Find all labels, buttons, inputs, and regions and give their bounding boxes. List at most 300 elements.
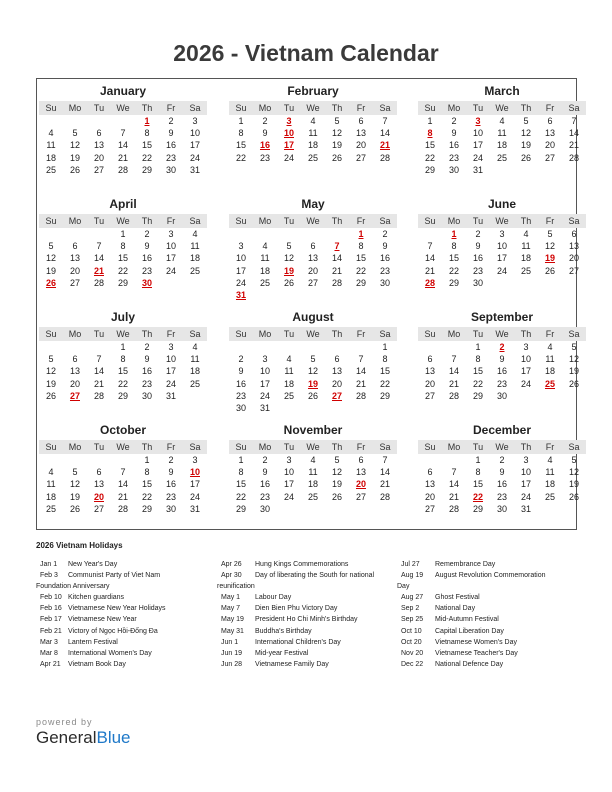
day-cell: 18 bbox=[189, 366, 200, 377]
day-cell bbox=[538, 390, 562, 402]
day-cell bbox=[562, 503, 586, 515]
day-cell: 7 bbox=[382, 116, 388, 126]
day-cell: 23 bbox=[165, 152, 176, 163]
weekday-label: Fr bbox=[356, 103, 366, 113]
weekday-label: Mo bbox=[447, 216, 461, 226]
day-cell: 10 bbox=[283, 467, 294, 478]
weekday-label: Th bbox=[141, 442, 153, 452]
day-cell: 27 bbox=[424, 390, 435, 401]
day-cell: 18 bbox=[307, 140, 318, 151]
weekday-label: We bbox=[116, 216, 130, 226]
day-cell: 23 bbox=[259, 152, 270, 163]
day-cell: 30 bbox=[165, 503, 176, 514]
holiday-item bbox=[401, 626, 575, 637]
day-cell: 30 bbox=[141, 390, 152, 401]
day-cell: 7 bbox=[451, 354, 457, 365]
day-cell: 14 bbox=[448, 479, 459, 490]
day-cell: 12 bbox=[45, 253, 56, 264]
day-cell: 2 bbox=[238, 354, 244, 365]
month-june bbox=[418, 196, 586, 289]
weekday-label: Fr bbox=[166, 442, 176, 452]
day-cell bbox=[301, 341, 325, 353]
holiday-name: Communist Party of Viet Nam bbox=[68, 572, 161, 580]
holiday-item bbox=[401, 648, 575, 659]
week-row bbox=[229, 252, 397, 264]
holiday-item bbox=[221, 637, 395, 648]
day-cell: 28 bbox=[379, 152, 390, 163]
day-cell bbox=[39, 341, 63, 353]
month-july bbox=[39, 309, 207, 402]
day-cell: 22 bbox=[424, 152, 435, 163]
week-row bbox=[39, 164, 207, 176]
weekday-label: Tu bbox=[283, 442, 295, 452]
day-cell: 6 bbox=[72, 354, 78, 365]
week-row bbox=[39, 265, 207, 277]
page-title: 2026 - Vietnam Calendar bbox=[173, 40, 439, 66]
weekday-label: We bbox=[306, 329, 320, 339]
day-cell: 6 bbox=[96, 128, 102, 139]
weekday-label: Tu bbox=[472, 103, 484, 113]
holiday-name: Kitchen guardians bbox=[68, 594, 125, 602]
day-cell: 21 bbox=[424, 265, 435, 276]
day-cell bbox=[562, 277, 586, 289]
day-cell: 17 bbox=[189, 140, 200, 151]
day-cell: 8 bbox=[120, 241, 126, 252]
day-cell: 27 bbox=[331, 390, 342, 401]
day-cell: 16 bbox=[141, 366, 152, 377]
week-row bbox=[229, 152, 397, 164]
holiday-name: Vietnam Book Day bbox=[68, 660, 126, 668]
day-cell: 15 bbox=[141, 479, 152, 490]
week-row bbox=[229, 289, 397, 301]
holiday-item bbox=[221, 603, 395, 614]
day-cell: 11 bbox=[284, 366, 294, 377]
week-row bbox=[229, 378, 397, 390]
day-cell: 5 bbox=[571, 455, 577, 465]
day-cell bbox=[253, 341, 277, 353]
week-row bbox=[418, 390, 586, 402]
holiday-date: Dec 22 bbox=[401, 660, 424, 668]
day-cell bbox=[301, 503, 325, 515]
day-cell: 24 bbox=[189, 152, 200, 163]
holiday-item bbox=[401, 603, 575, 614]
day-cell: 14 bbox=[379, 128, 390, 139]
holiday-column bbox=[217, 559, 395, 670]
day-cell: 1 bbox=[451, 229, 457, 239]
day-cell: 10 bbox=[165, 241, 176, 252]
powered-by-text: powered by bbox=[36, 717, 93, 727]
day-cell: 1 bbox=[427, 116, 433, 126]
day-cell: 3 bbox=[262, 354, 268, 365]
day-cell: 23 bbox=[379, 265, 390, 276]
holiday-item bbox=[40, 659, 214, 670]
weekday-label: Tu bbox=[472, 329, 484, 339]
day-cell: 26 bbox=[568, 378, 579, 389]
weekday-label: Sa bbox=[379, 442, 391, 452]
weekday-label: Tu bbox=[283, 329, 295, 339]
day-cell: 13 bbox=[355, 467, 366, 478]
weekday-label: Su bbox=[424, 329, 436, 339]
day-cell: 21 bbox=[568, 140, 579, 151]
day-cell: 5 bbox=[48, 241, 54, 252]
brand-general: General bbox=[36, 728, 97, 747]
weekday-header bbox=[39, 214, 207, 228]
week-row bbox=[418, 466, 586, 478]
holiday-date: Aug 19 bbox=[401, 572, 424, 580]
holiday-name: Day bbox=[397, 583, 410, 591]
day-cell: 11 bbox=[190, 241, 200, 252]
day-cell: 7 bbox=[96, 241, 102, 252]
holiday-name: Dien Bien Phu Victory Day bbox=[255, 605, 338, 613]
day-cell: 21 bbox=[448, 378, 459, 389]
day-cell: 19 bbox=[307, 378, 318, 389]
day-cell: 8 bbox=[451, 241, 457, 252]
month-name: January bbox=[99, 84, 147, 98]
holiday-date: Jun 19 bbox=[221, 649, 243, 657]
day-cell: 6 bbox=[358, 116, 364, 126]
weekday-header bbox=[39, 101, 207, 115]
month-august bbox=[229, 309, 397, 414]
holiday-item bbox=[40, 592, 214, 603]
day-cell: 14 bbox=[331, 253, 342, 264]
day-cell: 8 bbox=[238, 128, 244, 139]
day-cell: 16 bbox=[448, 140, 459, 151]
day-cell: 8 bbox=[427, 128, 433, 139]
day-cell: 27 bbox=[69, 390, 80, 401]
weekday-label: Su bbox=[424, 103, 436, 113]
day-cell: 11 bbox=[308, 128, 318, 139]
holiday-name: Day of liberating the South for national bbox=[255, 572, 375, 580]
day-cell: 11 bbox=[190, 354, 200, 365]
day-cell: 26 bbox=[307, 390, 318, 401]
day-cell: 6 bbox=[334, 354, 340, 365]
day-cell: 11 bbox=[521, 241, 531, 252]
day-cell: 13 bbox=[93, 479, 104, 490]
week-row bbox=[418, 491, 586, 503]
weekday-label: Sa bbox=[379, 103, 391, 113]
day-cell: 17 bbox=[165, 253, 176, 264]
day-cell: 18 bbox=[45, 152, 56, 163]
month-name: July bbox=[110, 310, 135, 324]
day-cell: 29 bbox=[472, 390, 483, 401]
day-cell: 27 bbox=[307, 277, 318, 288]
week-row bbox=[229, 115, 397, 127]
weekday-label: Su bbox=[45, 103, 57, 113]
holiday-date: Jun 28 bbox=[221, 660, 243, 668]
day-cell: 8 bbox=[382, 354, 388, 365]
weekday-label: Mo bbox=[258, 442, 272, 452]
day-cell: 19 bbox=[544, 253, 555, 264]
day-cell: 29 bbox=[141, 164, 152, 175]
holiday-name: Vietnamese New Year bbox=[68, 616, 137, 624]
holiday-date: Jan 1 bbox=[40, 561, 58, 568]
day-cell: 22 bbox=[355, 265, 366, 276]
day-cell bbox=[562, 164, 586, 176]
day-cell bbox=[373, 503, 397, 515]
weekday-label: Su bbox=[424, 216, 436, 226]
holiday-item bbox=[401, 559, 575, 570]
day-cell: 7 bbox=[451, 467, 457, 478]
weekday-label: Th bbox=[141, 103, 153, 113]
day-cell: 12 bbox=[520, 128, 531, 139]
weekday-header bbox=[229, 101, 397, 115]
day-cell: 10 bbox=[235, 253, 246, 264]
holiday-column bbox=[397, 559, 575, 670]
day-cell: 28 bbox=[568, 152, 579, 163]
day-cell bbox=[418, 341, 442, 353]
week-row bbox=[39, 454, 207, 466]
weekday-label: Mo bbox=[447, 442, 461, 452]
day-cell: 21 bbox=[117, 491, 128, 502]
holiday-item bbox=[401, 614, 575, 625]
holiday-date: Sep 2 bbox=[401, 605, 420, 613]
day-cell bbox=[87, 228, 111, 240]
day-cell: 21 bbox=[93, 378, 104, 389]
holiday-item bbox=[36, 581, 214, 592]
day-cell bbox=[301, 402, 325, 414]
month-december bbox=[418, 422, 586, 515]
week-row bbox=[418, 152, 586, 164]
day-cell: 25 bbox=[283, 390, 294, 401]
month-may bbox=[229, 196, 397, 301]
day-cell: 28 bbox=[448, 503, 459, 514]
day-cell: 6 bbox=[358, 455, 364, 465]
weekday-label: Fr bbox=[166, 103, 176, 113]
day-cell: 2 bbox=[262, 455, 268, 465]
day-cell bbox=[418, 454, 442, 466]
day-cell bbox=[39, 454, 63, 466]
day-cell: 23 bbox=[141, 378, 152, 389]
day-cell: 28 bbox=[117, 503, 128, 514]
day-cell: 29 bbox=[472, 503, 483, 514]
holiday-name: Mid-year Festival bbox=[255, 649, 309, 657]
day-cell: 27 bbox=[355, 491, 366, 502]
day-cell: 18 bbox=[189, 253, 200, 264]
holiday-name: Vietnamese Family Day bbox=[255, 660, 329, 668]
day-cell: 25 bbox=[189, 265, 200, 276]
day-cell: 21 bbox=[379, 140, 390, 151]
day-cell: 31 bbox=[189, 164, 200, 175]
weekday-label: Fr bbox=[545, 329, 555, 339]
day-cell bbox=[87, 115, 111, 127]
day-cell: 5 bbox=[523, 116, 529, 126]
day-cell bbox=[63, 228, 87, 240]
day-cell: 31 bbox=[165, 390, 176, 401]
day-cell bbox=[39, 228, 63, 240]
weekday-header bbox=[39, 440, 207, 454]
day-cell: 28 bbox=[93, 277, 104, 288]
weekday-label: Fr bbox=[356, 216, 366, 226]
day-cell: 13 bbox=[424, 366, 435, 377]
day-cell bbox=[514, 390, 538, 402]
day-cell: 2 bbox=[475, 229, 481, 239]
day-cell: 28 bbox=[448, 390, 459, 401]
weekday-label: We bbox=[306, 442, 320, 452]
holiday-item bbox=[40, 559, 214, 570]
day-cell: 13 bbox=[424, 479, 435, 490]
day-cell bbox=[562, 390, 586, 402]
weekday-label: Su bbox=[235, 329, 247, 339]
day-cell: 19 bbox=[69, 491, 80, 502]
day-cell: 25 bbox=[45, 164, 56, 175]
holiday-date: Apr 21 bbox=[40, 660, 61, 668]
day-cell bbox=[349, 289, 373, 301]
day-cell: 10 bbox=[259, 366, 270, 377]
day-cell: 26 bbox=[69, 164, 80, 175]
holiday-name: Foundation Anniversary bbox=[36, 583, 110, 591]
day-cell: 1 bbox=[120, 229, 126, 239]
day-cell: 9 bbox=[475, 241, 481, 252]
day-cell: 4 bbox=[192, 229, 198, 239]
day-cell: 14 bbox=[355, 366, 366, 377]
day-cell: 3 bbox=[286, 116, 292, 126]
holiday-name: International Children's Day bbox=[255, 638, 341, 646]
day-cell: 21 bbox=[331, 265, 342, 276]
day-cell: 6 bbox=[72, 241, 78, 252]
day-cell: 4 bbox=[310, 116, 316, 126]
day-cell: 20 bbox=[568, 253, 579, 264]
day-cell: 20 bbox=[69, 265, 80, 276]
week-row bbox=[39, 503, 207, 515]
holiday-name: August Revolution Commemoration bbox=[435, 572, 546, 580]
day-cell: 23 bbox=[259, 491, 270, 502]
day-cell: 1 bbox=[144, 455, 150, 465]
day-cell: 17 bbox=[283, 140, 294, 151]
day-cell: 29 bbox=[448, 277, 459, 288]
day-cell: 13 bbox=[568, 241, 579, 252]
day-cell: 7 bbox=[120, 467, 126, 478]
day-cell: 19 bbox=[568, 366, 579, 377]
day-cell: 24 bbox=[520, 491, 531, 502]
week-row bbox=[39, 378, 207, 390]
holiday-item bbox=[40, 614, 214, 625]
week-row bbox=[229, 454, 397, 466]
day-cell: 14 bbox=[424, 253, 435, 264]
day-cell: 22 bbox=[235, 152, 246, 163]
holiday-date: May 1 bbox=[221, 594, 241, 602]
day-cell: 24 bbox=[283, 152, 294, 163]
day-cell: 9 bbox=[238, 366, 244, 377]
day-cell: 28 bbox=[331, 277, 342, 288]
day-cell: 7 bbox=[96, 354, 102, 365]
day-cell: 30 bbox=[235, 402, 246, 413]
holiday-name: Labour Day bbox=[255, 594, 292, 602]
day-cell: 24 bbox=[283, 491, 294, 502]
day-cell bbox=[277, 341, 301, 353]
day-cell: 9 bbox=[499, 467, 505, 478]
day-cell: 29 bbox=[379, 390, 390, 401]
weekday-label: Fr bbox=[545, 442, 555, 452]
month-name: June bbox=[487, 197, 516, 211]
weekday-label: Th bbox=[141, 216, 153, 226]
day-cell: 19 bbox=[45, 265, 56, 276]
week-row bbox=[39, 228, 207, 240]
day-cell: 19 bbox=[331, 140, 342, 151]
weekday-label: Th bbox=[141, 329, 153, 339]
holiday-name: Lantern Festival bbox=[68, 638, 118, 646]
day-cell: 16 bbox=[235, 378, 246, 389]
weekday-label: Tu bbox=[472, 442, 484, 452]
holiday-name: Vietnamese Teacher's Day bbox=[435, 649, 518, 657]
weekday-label: Sa bbox=[568, 103, 580, 113]
weekday-header bbox=[229, 327, 397, 341]
day-cell: 24 bbox=[165, 378, 176, 389]
week-row bbox=[418, 252, 586, 264]
day-cell: 23 bbox=[141, 265, 152, 276]
day-cell: 24 bbox=[235, 277, 246, 288]
holidays-title: 2026 Vietnam Holidays bbox=[36, 541, 123, 550]
day-cell: 3 bbox=[168, 229, 174, 239]
day-cell: 21 bbox=[448, 491, 459, 502]
week-row bbox=[229, 466, 397, 478]
week-row bbox=[229, 402, 397, 414]
weekday-label: Mo bbox=[447, 103, 461, 113]
weekday-label: Mo bbox=[68, 329, 82, 339]
weekday-label: Su bbox=[235, 103, 247, 113]
day-cell: 14 bbox=[117, 140, 128, 151]
month-name: April bbox=[109, 197, 137, 211]
week-row bbox=[39, 115, 207, 127]
weekday-label: Fr bbox=[545, 216, 555, 226]
month-april bbox=[39, 196, 207, 289]
day-cell: 20 bbox=[331, 378, 342, 389]
week-row bbox=[229, 365, 397, 377]
weekday-label: We bbox=[116, 103, 130, 113]
holiday-name: New Year's Day bbox=[68, 561, 118, 568]
holiday-date: Feb 16 bbox=[40, 605, 62, 613]
month-name: February bbox=[287, 84, 339, 98]
day-cell: 21 bbox=[355, 378, 366, 389]
day-cell: 7 bbox=[427, 241, 433, 252]
weekday-label: Mo bbox=[258, 216, 272, 226]
weekday-label: Su bbox=[45, 216, 57, 226]
week-row bbox=[229, 277, 397, 289]
holiday-item bbox=[221, 659, 395, 670]
day-cell: 19 bbox=[283, 265, 294, 276]
day-cell: 26 bbox=[331, 491, 342, 502]
day-cell: 18 bbox=[259, 265, 270, 276]
day-cell: 30 bbox=[165, 164, 176, 175]
holiday-item bbox=[401, 659, 575, 670]
day-cell: 15 bbox=[448, 253, 459, 264]
week-row bbox=[418, 365, 586, 377]
day-cell: 10 bbox=[520, 467, 531, 478]
day-cell: 4 bbox=[48, 467, 54, 478]
day-cell: 2 bbox=[168, 116, 174, 126]
day-cell bbox=[183, 277, 207, 289]
day-cell: 30 bbox=[259, 503, 270, 514]
day-cell: 18 bbox=[45, 491, 56, 502]
holiday-date: Mar 3 bbox=[40, 638, 58, 646]
weekday-label: Tu bbox=[283, 216, 295, 226]
day-cell bbox=[442, 341, 466, 353]
week-row bbox=[229, 341, 397, 353]
weekday-label: Su bbox=[45, 329, 57, 339]
day-cell: 7 bbox=[334, 241, 340, 252]
day-cell: 18 bbox=[544, 366, 555, 377]
weekday-label: Th bbox=[520, 442, 532, 452]
day-cell: 14 bbox=[379, 467, 390, 478]
day-cell: 22 bbox=[472, 378, 483, 389]
weekday-label: Th bbox=[331, 103, 343, 113]
weekday-label: Sa bbox=[379, 329, 391, 339]
holiday-item bbox=[221, 648, 395, 659]
weekday-label: Fr bbox=[166, 216, 176, 226]
day-cell: 13 bbox=[307, 253, 318, 264]
day-cell: 2 bbox=[382, 229, 388, 239]
weekday-header bbox=[229, 214, 397, 228]
day-cell bbox=[325, 289, 349, 301]
